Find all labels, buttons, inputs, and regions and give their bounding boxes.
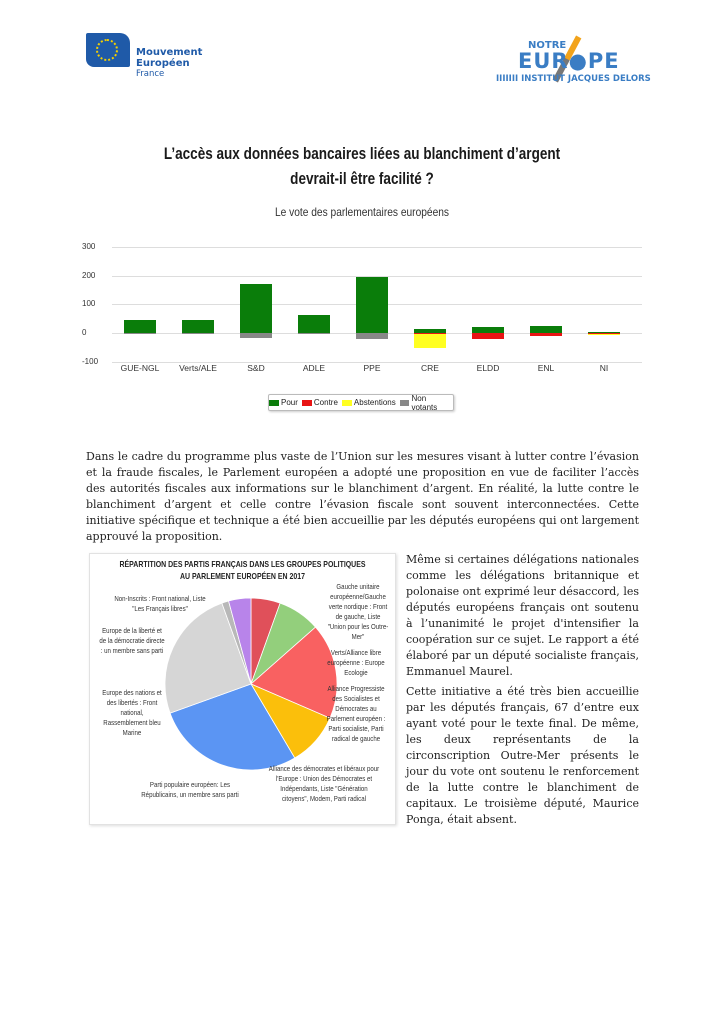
legend-swatch	[302, 400, 312, 406]
label-ppe: Parti populaire européen: Les Républicains, un membre sans parti	[141, 780, 239, 799]
bar-segment	[240, 333, 272, 338]
x-tick-label: ADLE	[302, 363, 326, 373]
y-tick-label: -100	[82, 356, 99, 366]
x-tick-label: GUE-NGL	[120, 363, 160, 373]
bar-guengl	[124, 240, 156, 360]
bar-segment	[182, 320, 214, 333]
bar-segment	[530, 326, 562, 333]
chart-subtitle: Le vote des parlementaires européens	[274, 205, 450, 219]
bar-vertsale	[182, 240, 214, 360]
bar-chart	[82, 240, 642, 373]
label-verts: Verts/Alliance libre européenne : Europe Ecologie	[327, 648, 385, 677]
bar-segment	[414, 334, 446, 348]
bar-segment	[182, 333, 214, 334]
bar-segment	[356, 333, 388, 339]
legend-item: Pour	[269, 398, 298, 407]
bar-segment	[240, 284, 272, 333]
bar-eldd	[472, 240, 504, 360]
bar-adle	[298, 240, 330, 360]
bar-segment	[530, 333, 562, 336]
page-title: L’accès aux données bancaires liées au blanchiment d’argent devrait-il être facilité ?	[163, 145, 561, 188]
label-sd: Alliance Progressiste des Socialistes et Démocrates au Parlement européen : Parti socialiste, Parti radical de gauche	[326, 684, 386, 743]
pie-chart-figure	[89, 553, 396, 825]
logo-line3: France	[136, 69, 165, 79]
logo-europe: EUR●PE	[518, 49, 620, 73]
pie-title: RÉPARTITION DES PARTIS FRANÇAIS DANS LES GROUPES POLITIQUES AU PARLEMENT EUROPÉEN EN 2017	[119, 559, 366, 581]
y-tick-label: 300	[82, 242, 96, 252]
legend-swatch	[342, 400, 352, 406]
bar-ni	[588, 240, 620, 360]
label-eldd: Europe de la liberté et de la démocratie directe : un membre sans parti	[99, 626, 165, 655]
notre-europe-logo	[490, 28, 650, 90]
bar-segment	[124, 333, 156, 334]
x-tick-label: ENL	[537, 363, 555, 373]
x-tick-label: Verts/ALE	[179, 363, 217, 373]
bar-ppe	[356, 240, 388, 360]
x-tick-label: ELDD	[476, 363, 500, 373]
label-gue: Gauche unitaire européenne/Gauche verte nordique : Front de gauche, Liste "Union pour les Outre-Mer"	[327, 582, 389, 641]
eu-flag-icon	[86, 33, 130, 67]
chart-legend	[268, 394, 454, 411]
mouvement-europeen-logo	[86, 33, 216, 83]
bar-enl	[530, 240, 562, 360]
bar-segment	[298, 333, 330, 334]
logo-line2: Européen	[136, 58, 190, 69]
bar-segment	[298, 315, 330, 333]
legend-item: Non votants	[400, 394, 453, 412]
y-tick-label: 100	[82, 299, 96, 309]
logo-line1: Mouvement	[136, 47, 203, 58]
y-tick-label: 0	[82, 328, 87, 337]
bar-segment	[588, 334, 620, 335]
legend-swatch	[400, 400, 410, 406]
intro-paragraph: Dans le cadre du programme plus vaste de l’Union sur les mesures visant à lutter contre l’évasion et la fraude fiscales, le Parlement européen a adopté une proposition en vue de faciliter l’accès des autorités fiscales aux informations sur le blanchiment d’argent. En réalité, la lutte contre le blanchiment d’argent et celle contre l’évasion fiscale sont souvent interconnectées. Cette initiative spécifique et technique a été bien accueillie par les députés européens qui ont largement approuvé la proposition.	[86, 450, 639, 543]
bar-cre	[414, 240, 446, 360]
x-tick-label: PPE	[363, 363, 381, 373]
paragraph-delegations: Même si certaines délégations nationales comme les délégations britannique et polonaise ont exprimé leur désaccord, les députés européens français ont soutenu à l’unanimité le projet d'intensifier la coopération sur ce sujet. Le rapport a été élaboré par un député socialiste français, Emmanuel Maurel.	[406, 553, 639, 678]
legend-item: Contre	[302, 398, 338, 407]
bar-sd	[240, 240, 272, 360]
label-enl: Europe des nations et des libertés : Front national, Rassemblement bleu Marine	[102, 688, 162, 737]
x-tick-label: NI	[599, 363, 609, 373]
x-tick-label: CRE	[421, 363, 439, 373]
label-adle: Alliance des démocrates et libéraux pour l'Europe : Union des Démocrates et Indépendants, Liste "Génération citoyens", Modem, Parti radical	[268, 764, 380, 803]
y-tick-label: 200	[82, 270, 96, 280]
legend-swatch	[269, 400, 279, 406]
paragraph-french-deputies: Cette initiative a été très bien accueillie par les députés français, 67 d’entre eux ayant voté pour le texte final. De même, les deux représentants de la circonscription Outre-Mer présents le jour du vote ont soutenu le renforcement de la lutte contre le blanchiment de capitaux. Le troisième député, Maurice Ponga, était absent.	[406, 685, 639, 826]
logo-notre: NOTRE	[528, 40, 567, 51]
x-tick-label: S&D	[247, 363, 265, 373]
logo-institut: IIIIIII INSTITUT JACQUES DELORS	[496, 74, 651, 84]
label-ni: Non-Inscrits : Front national, Liste "Les Français libres"	[114, 594, 206, 613]
legend-item: Abstentions	[342, 398, 396, 407]
bar-segment	[356, 277, 388, 333]
bar-segment	[472, 333, 504, 339]
bar-segment	[124, 320, 156, 333]
